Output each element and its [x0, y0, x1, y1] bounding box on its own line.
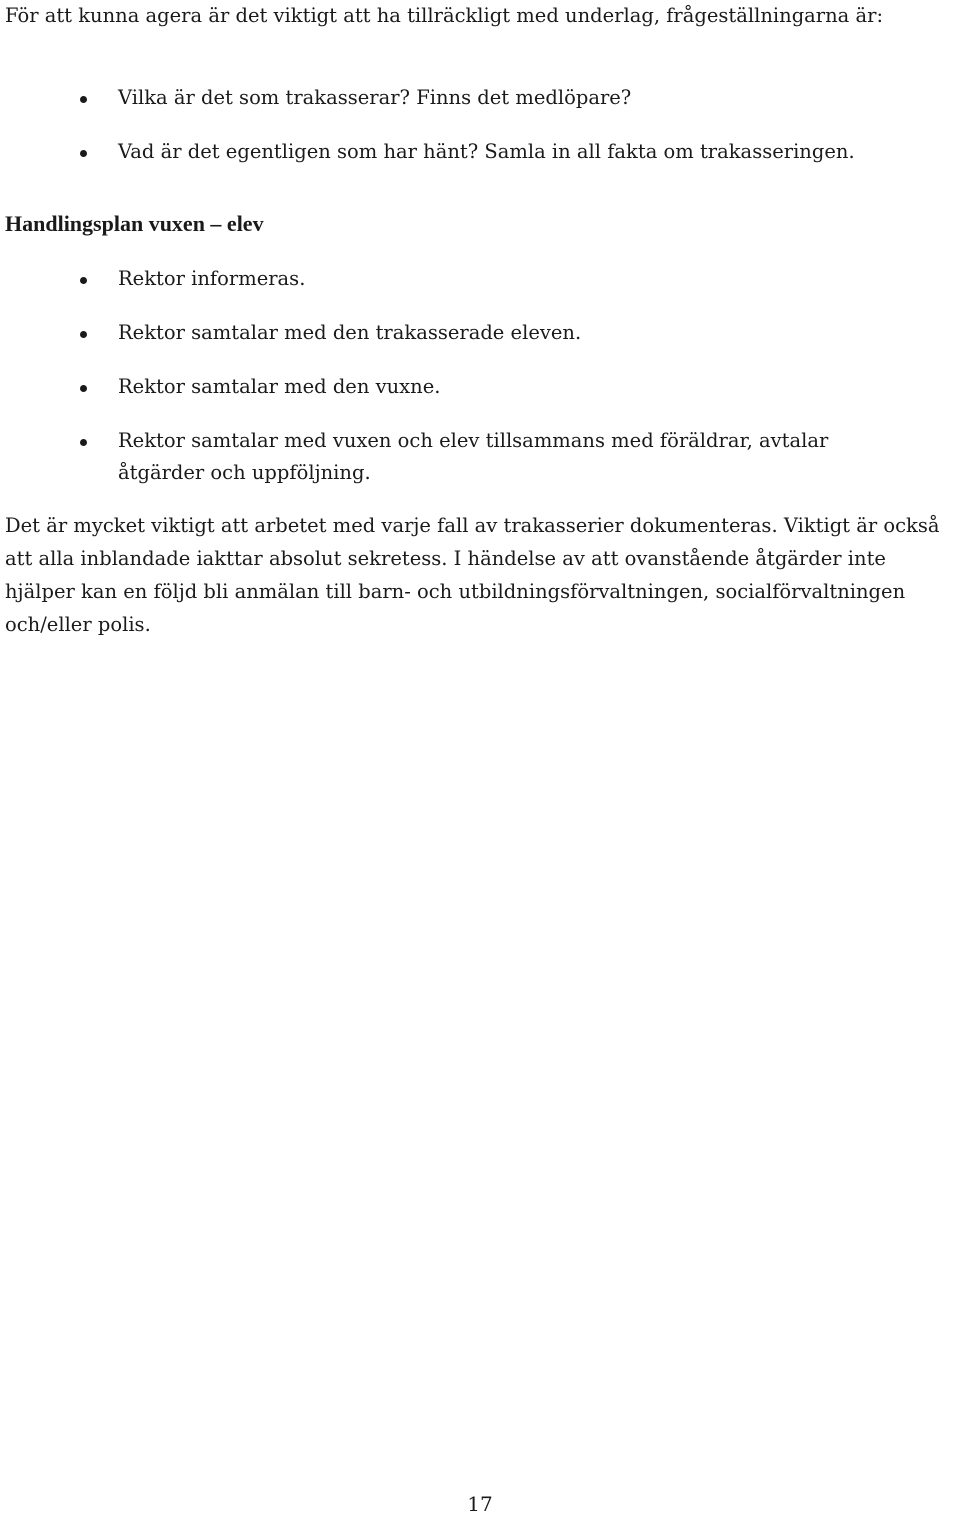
list-item-text: Rektor informeras.: [118, 267, 306, 290]
bullet-icon: [80, 331, 87, 338]
list-item: [0, 371, 960, 425]
list-item: [0, 317, 960, 371]
section-heading: Handlingsplan vuxen – elev: [5, 211, 264, 236]
list-item: [0, 425, 960, 501]
list-item-text: Rektor samtalar med den trakasserade eleven.: [118, 321, 582, 344]
bullet-icon: [80, 96, 87, 103]
list-item: [0, 263, 960, 317]
questions-list: [0, 82, 960, 190]
closing-paragraph: Det är mycket viktigt att arbetet med varje fall av trakasserier dokumenteras. Viktigt är också att alla inblandade iakttar absolut sekretess. I händelse av att ovanstående åtgärder inte hjälper kan en följd bli anmälan till barn- och utbildningsförvaltningen, socialförvaltningen och/eller polis.: [5, 514, 940, 636]
page-number: 17: [467, 1492, 493, 1516]
list-item-text: Vilka är det som trakasserar? Finns det medlöpare?: [118, 86, 632, 109]
bullet-icon: [80, 150, 87, 157]
bullet-icon: [80, 277, 87, 284]
bullet-icon: [80, 385, 87, 392]
bullet-icon: [80, 439, 87, 446]
list-item: [0, 136, 960, 190]
list-item: [0, 82, 960, 136]
list-item-text: Vad är det egentligen som har hänt? Samla in all fakta om trakasseringen.: [118, 140, 855, 163]
intro-paragraph: För att kunna agera är det viktigt att ha tillräckligt med underlag, frågeställningarna är:: [5, 4, 884, 27]
steps-list: [0, 263, 960, 501]
list-item-text: Rektor samtalar med den vuxne.: [118, 375, 441, 398]
list-item-text: Rektor samtalar med vuxen och elev tillsammans med föräldrar, avtalar åtgärder och uppföljning.: [118, 429, 829, 484]
